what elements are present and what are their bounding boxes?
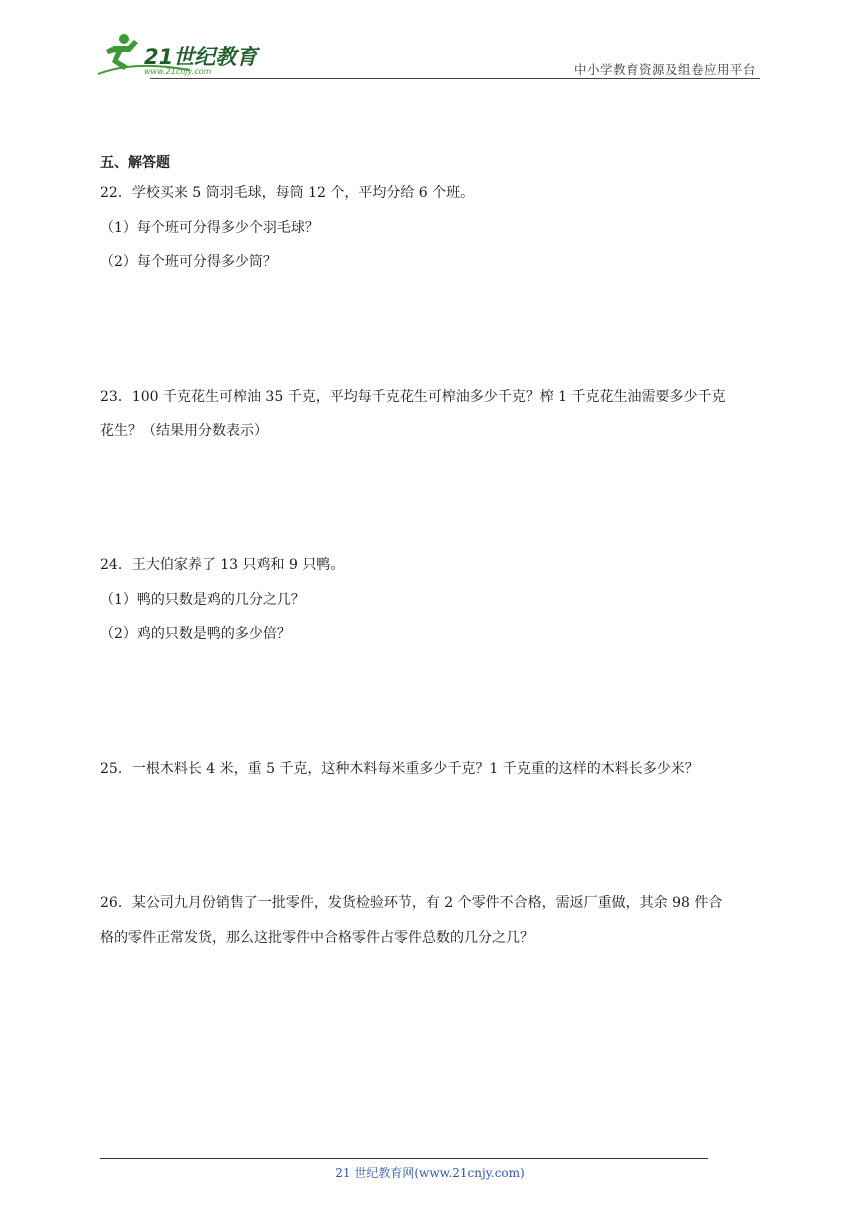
question-26-line-1: 26．某公司九月份销售了一批零件，发货检验环节，有 2 个零件不合格，需返厂重做，其余 98 件合 (100, 895, 723, 911)
platform-label: 中小学教育资源及组卷应用平台 (573, 62, 756, 77)
footer-divider (100, 1158, 708, 1159)
logo-text: 21世纪教育 (144, 45, 258, 69)
section-title: 五、解答题 (100, 155, 170, 171)
question-25-stem: 25．一根木料长 4 米，重 5 千克，这种木料每米重多少千克？1 千克重的这样的木料长多少米？ (100, 761, 699, 777)
logo-url: www.21cnjy.com (144, 67, 212, 76)
question-23-line-1: 23．100 千克花生可榨油 35 千克，平均每千克花生可榨油多少千克？榨 1 千克花生油需要多少千克 (100, 389, 726, 405)
question-23-line-2: 花生？（结果用分数表示） (100, 423, 268, 439)
footer-link[interactable]: 21 世纪教育网(www.21cnjy.com) (335, 1166, 525, 1180)
header-divider (150, 78, 760, 79)
question-24-part-2: （2）鸡的只数是鸭的多少倍？ (100, 626, 291, 642)
site-logo (94, 30, 264, 80)
question-22-part-2: （2）每个班可分得多少筒？ (100, 254, 277, 270)
question-22-part-1: （1）每个班可分得多少个羽毛球？ (100, 220, 319, 236)
question-24-stem: 24．王大伯家养了 13 只鸡和 9 只鸭。 (100, 557, 345, 573)
question-22-stem: 22．学校买来 5 筒羽毛球，每筒 12 个，平均分给 6 个班。 (100, 185, 475, 201)
question-26-line-2: 格的零件正常发货，那么这批零件中合格零件占零件总数的几分之几？ (100, 930, 534, 946)
question-24-part-1: （1）鸭的只数是鸡的几分之几？ (100, 592, 305, 608)
